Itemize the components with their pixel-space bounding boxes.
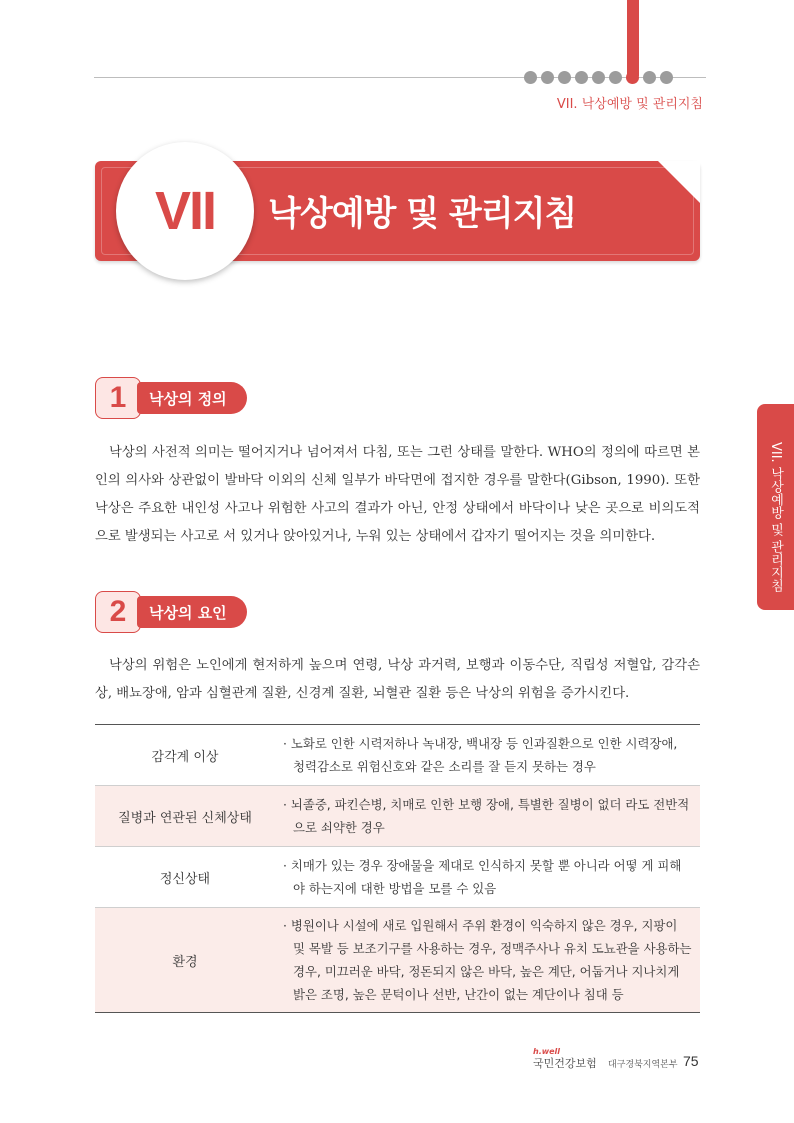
- factor-label: 환경: [172, 954, 198, 970]
- progress-dot: [558, 71, 571, 84]
- factor-description: · 병원이나 시설에 새로 입원해서 주위 환경이 익숙하지 않은 경우, 지팡이 및 목발 등 보조기구를 사용하는 경우, 정맥주사나 유치 도뇨관을 사용하는 경우, 미끄러운 바닥, 정돈되지 않은 바닥, 높은 계단, 어둡거나 지나치게 밝은 조명, 높은 문턱이나 선반, 난간이 없는 계단이나 침대 등: [283, 918, 692, 1002]
- paragraph: 낙상의 사전적 의미는 떨어지거나 넘어져서 다침, 또는 그런 상태를 말한다. WHO의 정의에 따르면 본인의 의사와 상관없이 발바닥 이외의 신체 일부가 바닥면에 접지한 경우를 말한다(Gibson, 1990). 또한 낙상은 주요한 내인성 사고나 위험한 사고의 결과가 아닌, 안정 상태에서 바닥이나 낮은 곳으로 비의도적으로 발생되는 사고로 서 있거나 앉아있거나, 누워 있는 상태에서 갑자기 떨어지는 것을 의미한다.: [95, 445, 700, 544]
- section-title: 낙상의 요인: [137, 596, 247, 628]
- side-chapter-tab-label: VII. 낙상예방 및 관리지침: [768, 442, 783, 593]
- section-title: 낙상의 정의: [137, 382, 247, 414]
- progress-dot: [660, 71, 673, 84]
- section-number: 2: [109, 595, 127, 628]
- progress-dot: [541, 71, 554, 84]
- factor-description-cell: [283, 725, 692, 785]
- factor-description-cell: [283, 908, 692, 1012]
- section-body: [95, 439, 700, 551]
- factor-label: 정신상태: [159, 871, 211, 887]
- section-number-badge: [95, 591, 141, 633]
- progress-dots: [524, 71, 673, 84]
- paragraph: 낙상의 위험은 노인에게 현저하게 높으며 연령, 낙상 과거력, 보행과 이동수단, 직립성 저혈압, 감각손상, 배뇨장애, 암과 심혈관계 질환, 신경계 질환, 뇌혈관 질환 등은 낙상의 위험을 증가시킨다.: [95, 658, 700, 701]
- chapter-banner-fold: [658, 161, 700, 203]
- table-row: [95, 847, 700, 908]
- factor-description-cell: [283, 786, 692, 846]
- factor-label: 감각계 이상: [151, 749, 219, 765]
- factor-description: · 뇌졸중, 파킨슨병, 치매로 인한 보행 장애, 특별한 질병이 없더 라도 전반적으로 쇠약한 경우: [283, 797, 690, 835]
- table-row: [95, 725, 700, 786]
- progress-dot: [575, 71, 588, 84]
- progress-dot: [609, 71, 622, 84]
- factor-description: · 노화로 인한 시력저하나 녹내장, 백내장 등 인과질환으로 인한 시력장애, 청력감소로 위험신호와 같은 소리를 잘 듣지 못하는 경우: [283, 736, 678, 774]
- factor-label: 질병과 연관된 신체상태: [118, 810, 252, 826]
- progress-dot: [643, 71, 656, 84]
- chapter-number-badge: [116, 142, 254, 280]
- chapter-title: 낙상예방 및 관리지침: [268, 194, 577, 234]
- running-header: VII. 낙상예방 및 관리지침: [556, 97, 703, 112]
- progress-dot: [524, 71, 537, 84]
- factor-description-cell: [283, 847, 692, 907]
- footer-brand-logo: h.well: [533, 1047, 561, 1056]
- table-bottom-rule: [95, 1012, 700, 1013]
- progress-dot: [592, 71, 605, 84]
- table-row: [95, 908, 700, 1012]
- top-accent-bar: [627, 0, 639, 76]
- factor-description: · 치매가 있는 경우 장애물을 제대로 인식하지 못할 뿐 아니라 어떻 게 피해야 하는지에 대한 방법을 모를 수 있음: [283, 858, 682, 896]
- section-body: [95, 652, 700, 708]
- page-number: 75: [683, 1053, 699, 1069]
- table-row: [95, 786, 700, 847]
- section-number-badge: [95, 377, 141, 419]
- section-number: 1: [109, 381, 127, 414]
- footer-region: 대구경북지역본부: [608, 1060, 678, 1070]
- footer-organization: 국민건강보험: [533, 1057, 597, 1070]
- chapter-number: VII: [154, 181, 216, 241]
- progress-dot-active: [626, 71, 639, 84]
